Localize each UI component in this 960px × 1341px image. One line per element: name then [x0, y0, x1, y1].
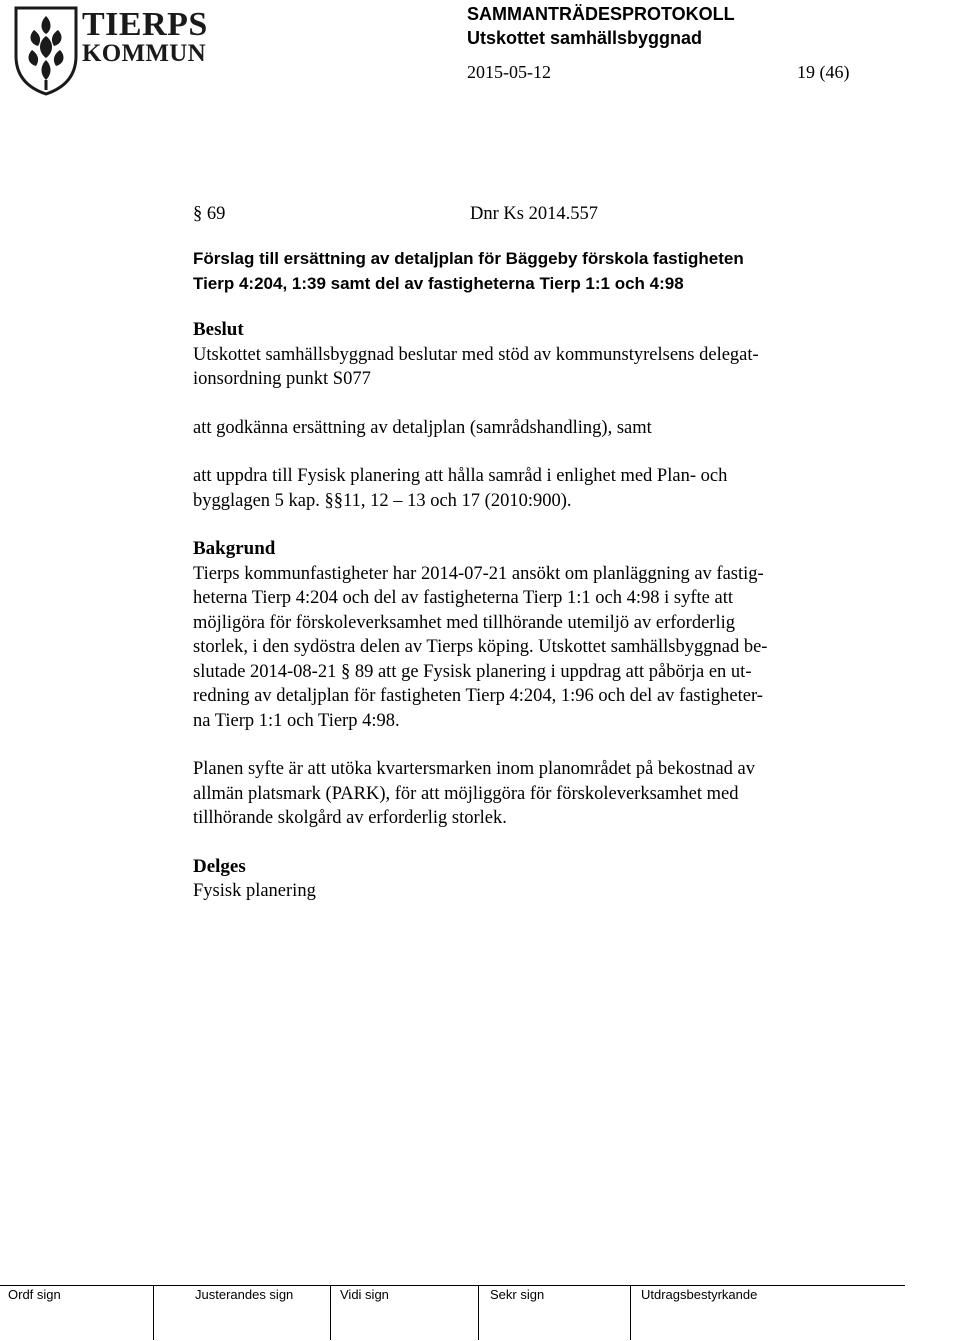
bakgrund-heading: Bakgrund	[193, 538, 276, 559]
utdragsbestyrkande-label: Utdragsbestyrkande	[641, 1287, 758, 1302]
document-title: SAMMANTRÄDESPROTOKOLL	[467, 4, 735, 24]
footer-cell-divider	[478, 1285, 479, 1340]
bakgrund-paragraph	[193, 757, 873, 831]
beslut-att-clause: att godkänna ersättning av detaljplan (samrådshandling), samt	[193, 417, 652, 438]
bakgrund-line: slutade 2014-08-21 § 89 att ge Fysisk planering i uppdrag att påbörja en ut-	[193, 661, 752, 682]
meeting-date: 2015-05-12	[467, 62, 551, 82]
department-name: Utskottet samhällsbyggnad	[467, 28, 703, 48]
case-number: Dnr Ks 2014.557	[470, 204, 598, 224]
paragraph-title-line: Tierp 4:204, 1:39 samt del av fastigheterna Tierp 1:1 och 4:98	[193, 273, 684, 293]
org-name-line2: KOMMUN	[82, 40, 206, 67]
bakgrund-line: redning av detaljplan för fastigheten Tierp 4:204, 1:96 och del av fastigheter-	[193, 686, 763, 706]
bakgrund-line: möjligöra för förskoleverksamhet med tillhörande utemiljö av erforderlig	[193, 612, 735, 633]
org-name-line1: TIERPS	[82, 6, 208, 43]
bakgrund-line: allmän platsmark (PARK), för att möjliggöra för förskoleverksamhet med	[193, 783, 739, 804]
paragraph-number: § 69	[193, 204, 226, 224]
beslut-att-clause: bygglagen 5 kap. §§11, 12 – 13 och 17 (2010:900).	[193, 490, 572, 511]
delges-section	[193, 855, 873, 904]
bakgrund-line: Planen syfte är att utöka kvartersmarken inom planområdet på bekostnad av	[193, 759, 756, 779]
hop-cone-coat-of-arms-icon	[12, 4, 82, 96]
bakgrund-line: tillhörande skolgård av erforderlig storlek.	[193, 808, 507, 828]
ordf-sign-label: Ordf sign	[8, 1287, 61, 1302]
footer-cell-divider	[153, 1285, 154, 1340]
bakgrund-section	[193, 537, 873, 831]
paragraph-number-row	[193, 202, 873, 226]
justerandes-sign-label: Justerandes sign	[195, 1287, 294, 1302]
beslut-section	[193, 318, 873, 513]
beslut-att-clause: att uppdra till Fysisk planering att hålla samråd i enlighet med Plan- och	[193, 466, 728, 486]
beslut-heading: Beslut	[193, 319, 244, 340]
delges-recipient: Fysisk planering	[193, 881, 316, 901]
bakgrund-line: heterna Tierp 4:204 och del av fastigheterna Tierp 1:1 och 4:98 i syfte att	[193, 588, 733, 608]
vidi-sign-label: Vidi sign	[340, 1287, 389, 1302]
protocol-body	[193, 202, 873, 904]
beslut-text-line: Utskottet samhällsbyggnad beslutar med stöd av kommunstyrelsens delegat-	[193, 344, 759, 365]
bakgrund-paragraph	[193, 562, 873, 734]
bakgrund-line: storlek, i den sydöstra delen av Tierps köping. Utskottet samhällsbyggnad be-	[193, 637, 768, 657]
beslut-text-line: ionsordning punkt S077	[193, 369, 371, 389]
bakgrund-line: Tierps kommunfastigheter har 2014-07-21 ansökt om planläggning av fastig-	[193, 563, 764, 584]
footer-cell-divider	[630, 1285, 631, 1340]
footer-cell-divider	[330, 1285, 331, 1340]
bakgrund-line: na Tierp 1:1 och Tierp 4:98.	[193, 710, 400, 731]
footer-divider	[0, 1285, 905, 1286]
paragraph-title-line: Förslag till ersättning av detaljplan för Bäggeby förskola fastigheten	[193, 249, 744, 268]
sekr-sign-label: Sekr sign	[490, 1287, 545, 1302]
paragraph-title	[193, 247, 873, 296]
page-number: 19 (46)	[797, 62, 850, 82]
delges-heading: Delges	[193, 855, 246, 877]
